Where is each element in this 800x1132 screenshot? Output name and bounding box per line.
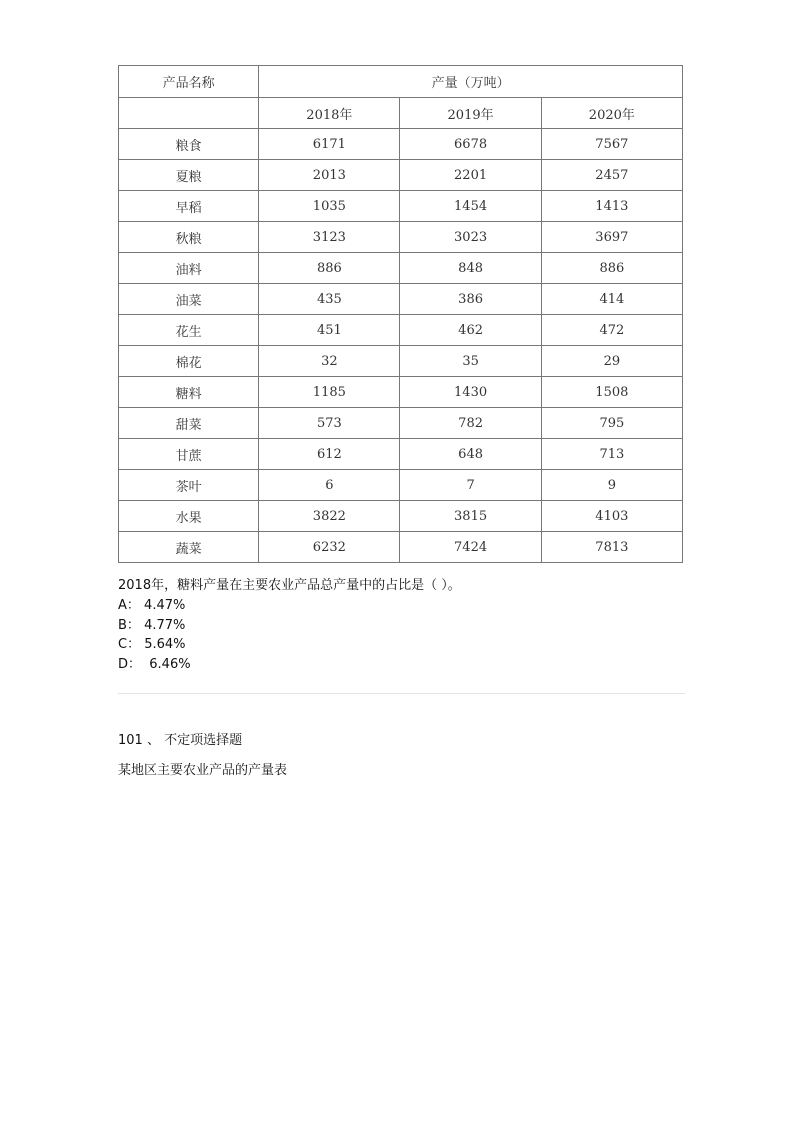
value-cell: 7567: [541, 129, 682, 160]
header-empty-cell: [119, 98, 259, 129]
value-cell: 7: [400, 470, 541, 501]
value-cell: 2013: [259, 160, 400, 191]
header-year: 2019年: [400, 98, 541, 129]
value-cell: 386: [400, 284, 541, 315]
value-cell: 886: [259, 253, 400, 284]
product-name-cell: 夏粮: [119, 160, 259, 191]
value-cell: 573: [259, 408, 400, 439]
value-cell: 3697: [541, 222, 682, 253]
value-cell: 2201: [400, 160, 541, 191]
value-cell: 472: [541, 315, 682, 346]
option-d[interactable]: [118, 655, 191, 675]
value-cell: 648: [400, 439, 541, 470]
value-cell: 1430: [400, 377, 541, 408]
header-product-name: 产品名称: [119, 66, 259, 98]
table-row: [119, 222, 683, 253]
table-row: [119, 191, 683, 222]
table-row: [119, 501, 683, 532]
header-output-group: 产量（万吨）: [259, 66, 683, 98]
product-name-cell: 秋粮: [119, 222, 259, 253]
value-cell: 1454: [400, 191, 541, 222]
value-cell: 795: [541, 408, 682, 439]
question-number-line: [118, 731, 242, 751]
table-year-row: [119, 98, 683, 129]
table-row: [119, 439, 683, 470]
value-cell: 1035: [259, 191, 400, 222]
value-cell: 462: [400, 315, 541, 346]
product-name-cell: 粮食: [119, 129, 259, 160]
product-name-cell: 糖料: [119, 377, 259, 408]
option-value: 4.47%: [144, 598, 186, 613]
value-cell: 713: [541, 439, 682, 470]
product-name-cell: 油菜: [119, 284, 259, 315]
product-name-cell: 茶叶: [119, 470, 259, 501]
value-cell: 3023: [400, 222, 541, 253]
value-cell: 3123: [259, 222, 400, 253]
table-row: [119, 315, 683, 346]
value-cell: 1413: [541, 191, 682, 222]
value-cell: 4103: [541, 501, 682, 532]
product-name-cell: 水果: [119, 501, 259, 532]
header-year: 2018年: [259, 98, 400, 129]
value-cell: 29: [541, 346, 682, 377]
option-label: C：: [118, 637, 141, 652]
value-cell: 6678: [400, 129, 541, 160]
value-cell: 6232: [259, 532, 400, 563]
option-label: A：: [118, 598, 140, 613]
product-name-cell: 甘蔗: [119, 439, 259, 470]
table-row: [119, 129, 683, 160]
table-row: [119, 160, 683, 191]
production-table: [118, 65, 683, 563]
option-value: 4.77%: [144, 618, 186, 633]
product-name-cell: 蔬菜: [119, 532, 259, 563]
table-header-row: [119, 66, 683, 98]
value-cell: 7424: [400, 532, 541, 563]
question-title: 某地区主要农业产品的产量表: [118, 763, 288, 778]
question-type: 不定项选择题: [164, 733, 243, 748]
section-divider: [118, 693, 685, 694]
option-value: 6.46%: [149, 657, 191, 672]
header-year: 2020年: [541, 98, 682, 129]
table-row: [119, 408, 683, 439]
value-cell: 1508: [541, 377, 682, 408]
product-name-cell: 早稻: [119, 191, 259, 222]
option-a[interactable]: [118, 596, 185, 616]
value-cell: 32: [259, 346, 400, 377]
value-cell: 9: [541, 470, 682, 501]
option-value: 5.64%: [144, 637, 186, 652]
product-name-cell: 花生: [119, 315, 259, 346]
question-text: 2018年，糖料产量在主要农业产品总产量中的占比是（ ）。: [118, 578, 461, 593]
table-row: [119, 284, 683, 315]
table-row: [119, 377, 683, 408]
value-cell: 886: [541, 253, 682, 284]
product-name-cell: 棉花: [119, 346, 259, 377]
value-cell: 7813: [541, 532, 682, 563]
value-cell: 6171: [259, 129, 400, 160]
value-cell: 6: [259, 470, 400, 501]
option-b[interactable]: [118, 616, 185, 636]
value-cell: 2457: [541, 160, 682, 191]
value-cell: 3815: [400, 501, 541, 532]
value-cell: 435: [259, 284, 400, 315]
value-cell: 3822: [259, 501, 400, 532]
table-row: [119, 346, 683, 377]
value-cell: 414: [541, 284, 682, 315]
value-cell: 1185: [259, 377, 400, 408]
option-label: D：: [118, 657, 142, 672]
value-cell: 848: [400, 253, 541, 284]
option-c[interactable]: [118, 635, 186, 655]
product-name-cell: 甜菜: [119, 408, 259, 439]
table-row: [119, 253, 683, 284]
table-row: [119, 532, 683, 563]
table-row: [119, 470, 683, 501]
option-label: B：: [118, 618, 140, 633]
value-cell: 451: [259, 315, 400, 346]
value-cell: 35: [400, 346, 541, 377]
value-cell: 782: [400, 408, 541, 439]
value-cell: 612: [259, 439, 400, 470]
product-name-cell: 油料: [119, 253, 259, 284]
question-number: 101 、: [118, 733, 160, 748]
